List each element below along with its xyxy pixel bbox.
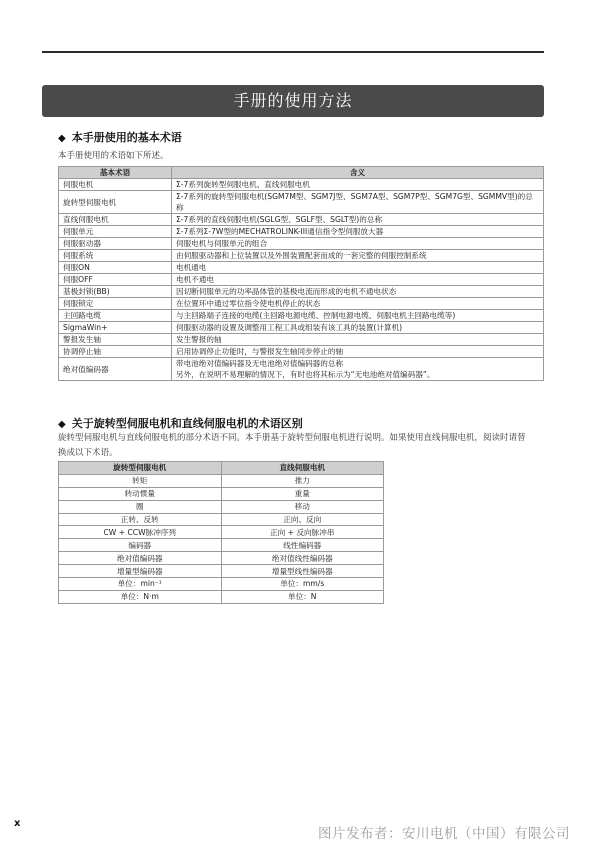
terms-row — [59, 358, 544, 381]
terms-row-cell: 电机通电 — [172, 262, 544, 274]
compare-row-cell: 绝对值线性编码器 — [221, 552, 384, 565]
compare-row-cell: 单位：N·m — [59, 590, 222, 603]
terms-row-cell: 旋转型伺服电机 — [59, 191, 172, 214]
terms-row — [59, 179, 544, 191]
terms-row-cell: 伺服锁定 — [59, 298, 172, 310]
compare-row-cell: 推力 — [221, 474, 384, 487]
terms-row — [59, 262, 544, 274]
top-rule — [42, 51, 544, 53]
compare-row-cell: CW + CCW脉冲序列 — [59, 526, 222, 539]
diamond-bullet-icon: ◆ — [58, 419, 66, 430]
section2-heading-text: 关于旋转型伺服电机和直线伺服电机的术语区别 — [71, 417, 303, 430]
terms-row-cell: 警报发生轴 — [59, 334, 172, 346]
terms-table — [58, 166, 544, 381]
terms-row-cell: 协调停止轴 — [59, 346, 172, 358]
compare-row-cell: 重量 — [221, 487, 384, 500]
compare-row-cell: 单位：N — [221, 590, 384, 603]
terms-row-cell: 电机不通电 — [172, 274, 544, 286]
terms-row — [59, 250, 544, 262]
term-comparison-table — [58, 461, 384, 604]
compare-row-cell: 单位：min⁻¹ — [59, 578, 222, 591]
terms-row-cell: 伺服电机与伺服单元的组合 — [172, 238, 544, 250]
terms-row — [59, 322, 544, 334]
compare-row-cell: 正向 + 反向脉冲串 — [221, 526, 384, 539]
terms-row-cell: 在位置环中通过零位指令使电机停止的状态 — [172, 298, 544, 310]
compare-col-linear: 直线伺服电机 — [221, 462, 384, 475]
terms-row-cell: 伺服驱动器的设置及调整用工程工具或组装有该工具的装置(计算机) — [172, 322, 544, 334]
terms-row-cell: 伺服系统 — [59, 250, 172, 262]
compare-row-cell: 转动惯量 — [59, 487, 222, 500]
compare-row-cell: 线性编码器 — [221, 539, 384, 552]
terms-row — [59, 346, 544, 358]
terms-row-cell: 与主回路端子连接的电缆(主回路电源电缆、控制电源电缆、伺服电机主回路电缆等) — [172, 310, 544, 322]
compare-row — [59, 500, 384, 513]
terms-row-cell: 直线伺服电机 — [59, 214, 172, 226]
terms-row-cell: 带电池绝对值编码器及无电池绝对值编码器的总称 另外，在说明不易理解的情况下，有时也将其标示为“无电池绝对值编码器”。 — [172, 358, 544, 381]
compare-row — [59, 578, 384, 591]
terms-row-cell: Σ-7系列的直线伺服电机(SGLG型、SGLF型、SGLT型)的总称 — [172, 214, 544, 226]
terms-row-cell: Σ-7系列旋转型伺服电机、直线伺服电机 — [172, 179, 544, 191]
terms-row — [59, 274, 544, 286]
terms-row-cell: 发生警报的轴 — [172, 334, 544, 346]
terms-row-cell: Σ-7系列的旋转型伺服电机(SGM7M型、SGM7J型、SGM7A型、SGM7P型、SGM7G型、SGMMV型)的总称 — [172, 191, 544, 214]
compare-row-cell: 正转、反转 — [59, 513, 222, 526]
terms-row-cell: 伺服驱动器 — [59, 238, 172, 250]
terms-row — [59, 214, 544, 226]
page-number: x — [14, 818, 21, 829]
terms-row-cell: 基极封锁(BB) — [59, 286, 172, 298]
terms-row — [59, 226, 544, 238]
section2-heading — [58, 415, 303, 431]
terms-row — [59, 191, 544, 214]
terms-row — [59, 310, 544, 322]
terms-row-cell: 伺服电机 — [59, 179, 172, 191]
section1-heading-text: 本手册使用的基本术语 — [71, 131, 182, 144]
compare-row-cell: 绝对值编码器 — [59, 552, 222, 565]
compare-row — [59, 526, 384, 539]
diamond-bullet-icon: ◆ — [58, 133, 66, 144]
compare-row-cell: 增量型线性编码器 — [221, 565, 384, 578]
section1-intro: 本手册使用的术语如下所述。 — [58, 151, 169, 161]
terms-row-cell: 绝对值编码器 — [59, 358, 172, 381]
terms-col-meaning: 含义 — [172, 167, 544, 179]
compare-col-rotary: 旋转型伺服电机 — [59, 462, 222, 475]
compare-row-cell: 增量型编码器 — [59, 565, 222, 578]
compare-row — [59, 474, 384, 487]
compare-row-cell: 圈 — [59, 500, 222, 513]
terms-row-cell: 主回路电缆 — [59, 310, 172, 322]
section1-heading — [58, 129, 182, 145]
terms-row — [59, 298, 544, 310]
terms-col-term: 基本术语 — [59, 167, 172, 179]
terms-table-header — [59, 167, 544, 179]
terms-row-cell: 伺服单元 — [59, 226, 172, 238]
terms-row-cell: 因切断伺服单元的功率晶体管的基极电流而形成的电机不通电状态 — [172, 286, 544, 298]
compare-row-cell: 单位：mm/s — [221, 578, 384, 591]
publisher-watermark: 图片发布者：安川电机（中国）有限公司 — [318, 826, 570, 842]
terms-row — [59, 334, 544, 346]
section2-paragraph: 旋转型伺服电机与直线伺服电机的部分术语不同。本手册基于旋转型伺服电机进行说明。如果使用直线伺服电机，阅读时请替换成以下术语。 — [58, 433, 526, 458]
compare-row — [59, 539, 384, 552]
compare-row — [59, 565, 384, 578]
terms-row-cell: 伺服OFF — [59, 274, 172, 286]
page-title-banner: 手册的使用方法 — [42, 85, 544, 117]
terms-row-cell: SigmaWin+ — [59, 322, 172, 334]
terms-row-cell: 由伺服驱动器和上位装置以及外围装置配套而成的一套完整的伺服控制系统 — [172, 250, 544, 262]
compare-row — [59, 487, 384, 500]
compare-row-cell: 移动 — [221, 500, 384, 513]
compare-row — [59, 513, 384, 526]
terms-row — [59, 286, 544, 298]
terms-row-cell: 伺服ON — [59, 262, 172, 274]
terms-row — [59, 238, 544, 250]
compare-table-header — [59, 462, 384, 475]
terms-row-cell: 启用协调停止功能时，与警报发生轴同步停止的轴 — [172, 346, 544, 358]
compare-row — [59, 590, 384, 603]
compare-row-cell: 编码器 — [59, 539, 222, 552]
compare-row — [59, 552, 384, 565]
terms-row-cell: Σ-7系列Σ-7W型的MECHATROLINK-III通信指令型伺服放大器 — [172, 226, 544, 238]
compare-row-cell: 转矩 — [59, 474, 222, 487]
compare-row-cell: 正向、反向 — [221, 513, 384, 526]
